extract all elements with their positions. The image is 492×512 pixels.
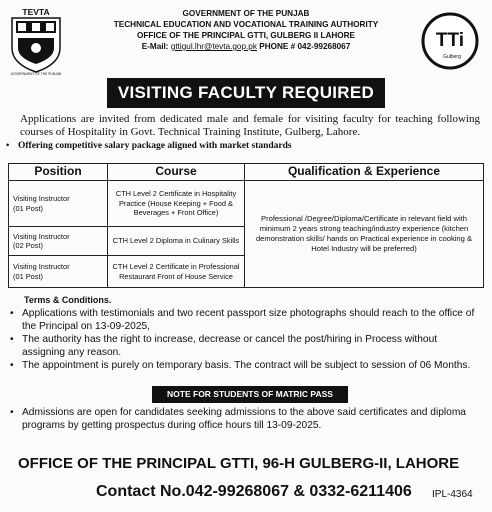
intro-paragraph: Applications are invited from dedicated male and female for visiting faculty for teaching following courses of Hospitality in Govt. Technical Training Institute, Gulberg, Lahore. [20,113,480,138]
header-line-authority: TECHNICAL EDUCATION AND VOCATIONAL TRAINING AUTHORITY [113,20,379,29]
course-cell: CTH Level 2 Certificate in Hospitality Practice (House Keeping + Food & Beverages + Front Office) [108,181,245,227]
column-header-course: Course [108,164,245,181]
list-item: • The appointment is purely on temporary basis. The contract will be subject to session of 06 Months. [6,360,476,373]
header-line-govt: GOVERNMENT OF THE PUNJAB [182,9,310,18]
email-link[interactable]: gttigul.lhr@tevta.gop.pk [170,42,257,51]
main-heading-banner: VISITING FACULTY REQUIRED [107,78,385,108]
position-title: Visiting Instructor [13,194,70,203]
tevta-logo [4,6,68,76]
position-cell [9,256,108,288]
column-header-qualification: Qualification & Experience [245,164,484,181]
office-address: OFFICE OF THE PRINCIPAL GTTI, 96-H GULBERG-II, LAHORE [18,455,460,472]
position-cell [9,227,108,256]
post-count: (01 Post) [13,271,43,281]
list-item: • Applications with testimonials and two recent passport size photographs should reach to the office of the Principal on 13-09-2025, [6,308,476,333]
tti-logo-text: TTi [435,30,465,51]
list-item: • The authority has the right to increase, decrease or cancel the post/hiring in Process without assigning any reason. [6,334,476,359]
letterhead [80,8,412,52]
course-cell: CTH Level 2 Diploma in Culinary Skills [108,227,245,256]
admission-notice [6,407,476,432]
contact-numbers: Contact No.042-99268067 & 0332-6211406 [96,483,412,500]
post-count: (01 Post) [13,203,43,213]
column-header-position: Position [9,164,108,181]
email-label: E-Mail: [141,42,169,51]
table-row [9,181,484,227]
positions-table [8,163,484,288]
course-cell: CTH Level 2 Certificate in Professional Restaurant Front of House Service [108,256,245,288]
list-item: • Admissions are open for candidates seeking admissions to the above said certificates and diploma programs by getting prospectus during office hours till 13-09-2025. [6,407,476,432]
table-header-row [9,164,484,181]
header-contact [80,41,412,52]
qualification-cell: Professional /Degree/Diploma/Certificate in relevant field with minimum 2 years strong teaching/industry experience (kitchen demonstration skills/ hands on Practical experience in cooking & Hotel Industry will be preferred) [245,181,484,288]
post-count: (02 Post) [13,241,43,250]
ipl-reference: IPL-4364 [432,489,473,500]
position-title: Visiting Instructor [13,231,70,241]
bullet-icon: • [6,141,10,151]
offer-text: Offering competitive salary package aligned with market standards [18,141,292,151]
tevta-logo-ring: GOVERNMENT OF THE PUNJAB [10,72,62,76]
phone-text: PHONE # 042-99268067 [259,42,351,51]
salary-offer-line [6,141,292,151]
tevta-logo-title: TEVTA [22,7,50,17]
terms-list [6,308,476,374]
position-cell [9,181,108,227]
tti-gulberg-logo [418,10,482,72]
position-title: Visiting Instructor [13,262,70,271]
student-note-banner: NOTE FOR STUDENTS OF MATRIC PASS [152,386,348,403]
terms-heading: Terms & Conditions. [24,295,112,305]
header-line-office: OFFICE OF THE PRINCIPAL GTTI, GULBERG II LAHORE [136,31,356,40]
tti-logo-sub: Gulberg [443,54,461,60]
